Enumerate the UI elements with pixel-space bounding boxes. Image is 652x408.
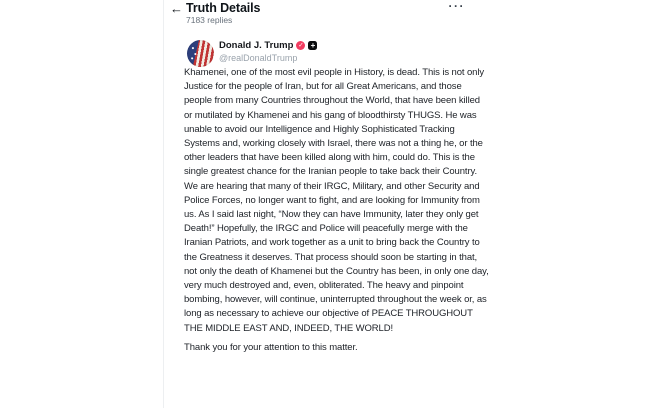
post-paragraph: Khamenei, one of the most evil people in History, is dead. This is not only Justice for the people of Iran, but for all Great Americans, and those people from many Countries throughout the World, that have been killed or mutilated by Khamenei and his gang of bloodthirsty THUGS. He was unable to avoid our Intelligence and Highly Sophisticated Tracking Systems and, working closely with Israel, there was not a thing he, or the other leaders that have been killed along with him, could do. This is the single greatest chance for the Iranian people to take back their Country. We are hearing that many of their IRGC, Military, and other Security and Police Forces, no longer want to fight, and are looking for Immunity from us. As I said last night, “Now they can have Immunity, later they only get Death!” Hopefully, the IRGC and Police will peacefully merge with the Iranian Patriots, and work together as a unit to bring back the Country to the Greatness it deserves. That process should soon be starting in that, not only the death of Khamenei but the Country has been, in only one day, very much destroyed and, even, obliterated. The heavy and pinpoint bombing, however, will continue, uninterrupted throughout the week or, as long as necessary to achieve our objective of PEACE THROUGHOUT THE MIDDLE EAST AND, INDEED, THE WORLD! bbox=[184, 67, 489, 334]
post-body bbox=[184, 66, 489, 360]
page-title: Truth Details bbox=[186, 1, 261, 15]
back-button[interactable] bbox=[168, 0, 185, 17]
ellipsis-icon: ··· bbox=[448, 0, 465, 13]
verified-badge-icon bbox=[296, 41, 305, 50]
back-arrow-icon: ← bbox=[170, 1, 183, 16]
check-icon: ✓ bbox=[298, 42, 304, 49]
post-paragraph: Thank you for your attention to this matter. bbox=[184, 341, 358, 353]
author-display-name[interactable]: Donald J. Trump bbox=[219, 40, 294, 51]
replies-count: 7183 replies bbox=[186, 15, 233, 25]
author-handle[interactable]: @realDonaldTrump bbox=[219, 53, 298, 63]
avatar[interactable] bbox=[187, 40, 214, 67]
author-name-row bbox=[219, 40, 317, 51]
truth-details-column bbox=[163, 0, 493, 408]
plus-icon: + bbox=[310, 41, 316, 50]
follow-plus-badge-icon[interactable] bbox=[308, 41, 317, 50]
more-options-button[interactable] bbox=[447, 0, 468, 14]
